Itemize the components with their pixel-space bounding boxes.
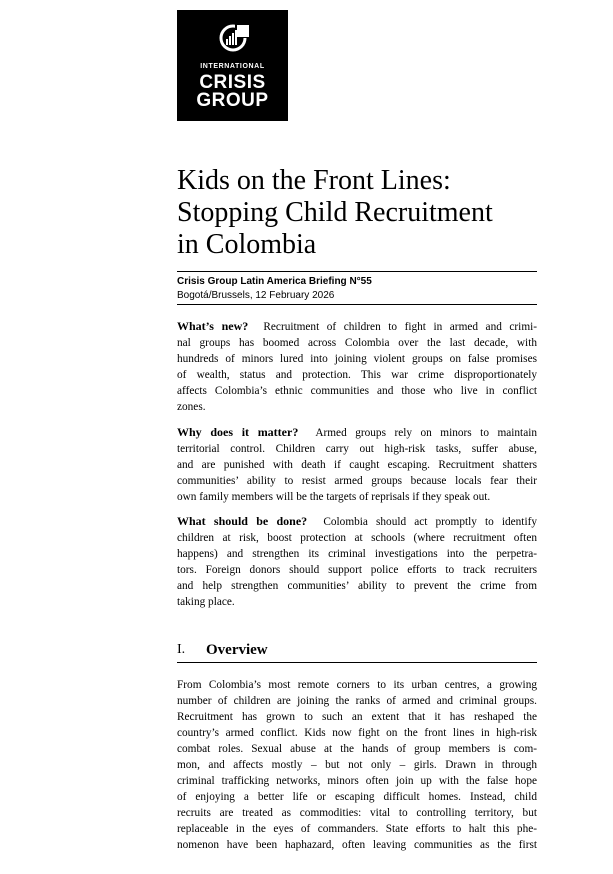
summary-why-it-matters xyxy=(177,424,537,505)
summary-line: tors. Foreign donors should support police efforts to track recruiters xyxy=(177,564,537,576)
summary-line: and are punished with death if caught escaping. Recruitment shatters xyxy=(177,459,537,471)
body-line: recruits are treated as commodities: vital to controlling territory, but xyxy=(177,807,537,819)
body-line: mon, and affects mostly – but not only – girls. Drawn in through xyxy=(177,759,537,771)
body-line: nomenon have been haphazard, often leaving communities as the first xyxy=(177,839,537,851)
crisis-group-logo xyxy=(177,10,288,121)
summary-question: Why does it matter? xyxy=(177,425,299,439)
body-line: criminal trafficking networks, minors often join up with the false hope xyxy=(177,775,537,787)
summary-question: What should be done? xyxy=(177,514,308,528)
summary-line: Why does it matter? Armed groups rely on minors to maintain xyxy=(177,425,537,439)
title-line: Stopping Child Recruitment xyxy=(177,197,493,228)
summary-line: nal groups has boomed across Colombia over the last decade, with xyxy=(177,337,537,349)
section-heading xyxy=(177,640,537,660)
summary-line: affects Colombia’s ethnic communities and those who live in conflict xyxy=(177,385,537,397)
body-line: combat roles. Sexual abuse at the hands of group members is com- xyxy=(177,743,537,755)
summary-line: communities’ ability to resist armed groups because locals fear their xyxy=(177,475,537,487)
summary-whats-new xyxy=(177,318,537,415)
logo-mark-icon xyxy=(215,20,251,56)
summary-line: taking place. xyxy=(177,596,235,608)
body-line: From Colombia’s most remote corners to its urban centres, a growing xyxy=(177,679,537,691)
title-divider-top xyxy=(177,271,537,272)
body-line: number of children are joining the ranks of armed and criminal groups. xyxy=(177,695,537,707)
body-line: replaceable in the eyes of commanders. State efforts to halt this phe- xyxy=(177,823,537,835)
logo-line-3: GROUP xyxy=(196,90,269,111)
section-number: I. xyxy=(177,642,186,657)
summary-line: happens) and strengthen its criminal investigations into the perpetra- xyxy=(177,548,537,560)
body-line: of enjoying a better life or escaping difficult homes. Instead, child xyxy=(177,791,537,803)
logo-line-2: CRISIS xyxy=(199,72,266,93)
body-line: Recruitment has grown to such an extent that it has reshaped the xyxy=(177,711,537,723)
summary-line: and help strengthen communities’ ability to prevent the crime from xyxy=(177,580,537,592)
summary-line: What’s new? Recruitment of children to fight in armed and crimi- xyxy=(177,319,538,333)
section-divider xyxy=(177,662,537,663)
dateline: Bogotá/Brussels, 12 February 2026 xyxy=(177,290,335,301)
report-title xyxy=(177,165,537,261)
section-title: Overview xyxy=(206,642,268,658)
title-divider-bottom xyxy=(177,304,537,305)
summary-line: of wealth, status and protection. This war crime disproportionately xyxy=(177,369,537,381)
summary-line: territorial control. Children carry out high-risk tasks, suffer abuse, xyxy=(177,443,537,455)
title-line: Kids on the Front Lines: xyxy=(177,165,451,196)
summary-line: What should be done? Colombia should act promptly to identify xyxy=(177,514,537,528)
overview-paragraph xyxy=(177,677,537,853)
title-line: in Colombia xyxy=(177,229,317,260)
summary-what-should-be-done xyxy=(177,513,537,610)
summary-line: zones. xyxy=(177,401,206,413)
summary-line: own family members will be the targets of reprisals if they speak out. xyxy=(177,491,491,503)
body-line: country’s armed conflict. Kids now fight on the front lines in high-risk xyxy=(177,727,537,739)
summary-line: children at risk, boost protection at schools (where recruitment often xyxy=(177,532,537,544)
summary-question: What’s new? xyxy=(177,319,249,333)
summary-line: hundreds of minors lured into joining violent groups on false promises xyxy=(177,353,537,365)
series-label: Crisis Group Latin America Briefing N°55 xyxy=(177,276,372,287)
logo-line-1: INTERNATIONAL xyxy=(200,63,265,70)
